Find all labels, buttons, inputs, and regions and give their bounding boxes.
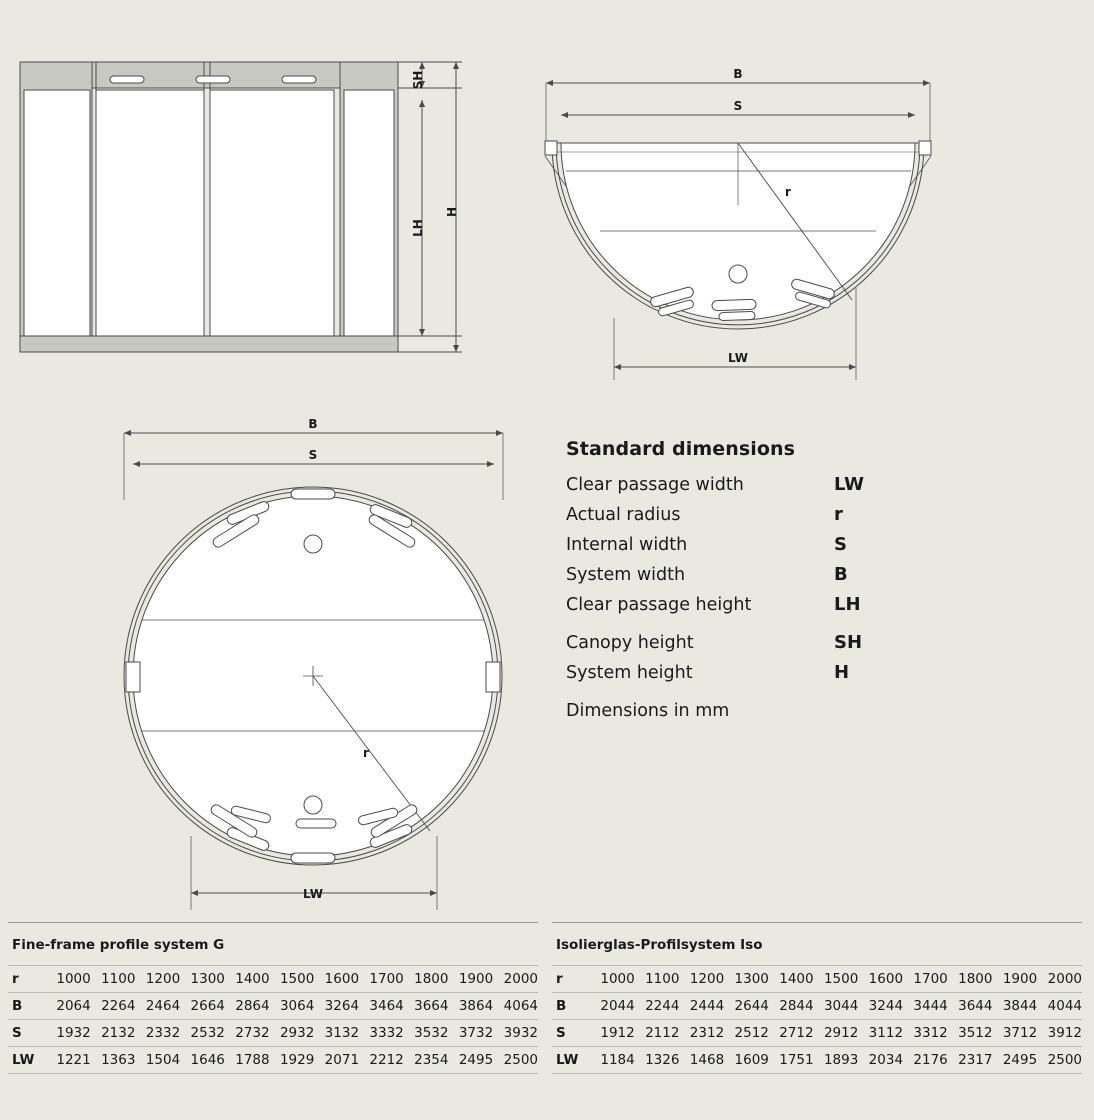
label-s-half: S bbox=[733, 99, 743, 113]
table-block-fine-frame bbox=[8, 922, 538, 1074]
row-label-lw: LW bbox=[8, 1047, 46, 1074]
row-label-r: r bbox=[552, 966, 590, 993]
legend-label-lw: Clear passage width bbox=[566, 475, 744, 495]
legend-item-sh bbox=[566, 628, 926, 658]
legend-label-s: Internal width bbox=[566, 535, 688, 555]
row-label-b: B bbox=[552, 993, 590, 1020]
half-round-plan bbox=[545, 80, 931, 380]
legend-item-s bbox=[566, 530, 926, 560]
table-row: LW 1184 1326 1468 1609 1751 1893 2034 2176 2317 2495 2500 bbox=[552, 1047, 1082, 1074]
label-lw-half: LW bbox=[728, 351, 748, 365]
row-label-lw: LW bbox=[552, 1047, 590, 1074]
label-b-round: B bbox=[308, 417, 318, 431]
legend-symbol-r: r bbox=[834, 504, 843, 525]
legend-item-lw bbox=[566, 470, 926, 500]
legend-label-h: System height bbox=[566, 663, 693, 683]
table-row: S 1912 2112 2312 2512 2712 2912 3112 3312 3512 3712 3912 bbox=[552, 1020, 1082, 1047]
table-row: S 1932 2132 2332 2532 2732 2932 3132 3332 3532 3732 3932 bbox=[8, 1020, 538, 1047]
row-label-s: S bbox=[8, 1020, 46, 1047]
full-round-plan bbox=[124, 430, 503, 910]
label-h: H bbox=[445, 206, 459, 218]
legend-symbol-sh: SH bbox=[834, 632, 863, 653]
legend-symbol-h: H bbox=[834, 662, 850, 683]
legend-label-lh: Clear passage height bbox=[566, 595, 752, 615]
legend-label-r: Actual radius bbox=[566, 505, 681, 525]
label-r-round: r bbox=[363, 746, 369, 760]
table-fine-frame bbox=[8, 965, 538, 1074]
label-r-half: r bbox=[785, 185, 791, 199]
legend-note: Dimensions in mm bbox=[566, 701, 730, 721]
table-iso bbox=[552, 965, 1082, 1074]
legend-symbol-lh: LH bbox=[834, 594, 861, 615]
legend-symbol-s: S bbox=[834, 534, 847, 555]
legend-label-sh: Canopy height bbox=[566, 633, 694, 653]
legend-title: Standard dimensions bbox=[566, 438, 796, 460]
elevation-drawing bbox=[20, 62, 462, 352]
legend-label-b: System width bbox=[566, 565, 686, 585]
legend-symbol-b: B bbox=[834, 564, 848, 585]
row-label-b: B bbox=[8, 993, 46, 1020]
table-row: LW 1221 1363 1504 1646 1788 1929 2071 2212 2354 2495 2500 bbox=[8, 1047, 538, 1074]
table-row: r 1000 1100 1200 1300 1400 1500 1600 1700 1800 1900 2000 bbox=[8, 966, 538, 993]
table-row: B 2064 2264 2464 2664 2864 3064 3264 3464 3664 3864 4064 bbox=[8, 993, 538, 1020]
row-label-s: S bbox=[552, 1020, 590, 1047]
label-b-half: B bbox=[733, 67, 743, 81]
legend-item-b bbox=[566, 560, 926, 590]
row-label-r: r bbox=[8, 966, 46, 993]
legend-symbol-lw: LW bbox=[834, 474, 864, 495]
legend-item-r bbox=[566, 500, 926, 530]
standard-dimensions-legend bbox=[566, 438, 926, 726]
table-title-iso: Isolierglas-Profilsystem Iso bbox=[552, 922, 1082, 965]
table-block-iso bbox=[552, 922, 1082, 1074]
table-row: r 1000 1100 1200 1300 1400 1500 1600 1700 1800 1900 2000 bbox=[552, 966, 1082, 993]
label-sh: SH bbox=[411, 70, 425, 90]
dimension-tables bbox=[0, 922, 1094, 1074]
label-lh: LH bbox=[411, 219, 425, 237]
table-row: B 2044 2244 2444 2644 2844 3044 3244 3444 3644 3844 4044 bbox=[552, 993, 1082, 1020]
legend-item-h bbox=[566, 658, 926, 688]
table-title-fine-frame: Fine-frame profile system G bbox=[8, 922, 538, 965]
label-lw-round: LW bbox=[303, 887, 323, 901]
legend-item-lh bbox=[566, 590, 926, 620]
label-s-round: S bbox=[308, 448, 318, 462]
